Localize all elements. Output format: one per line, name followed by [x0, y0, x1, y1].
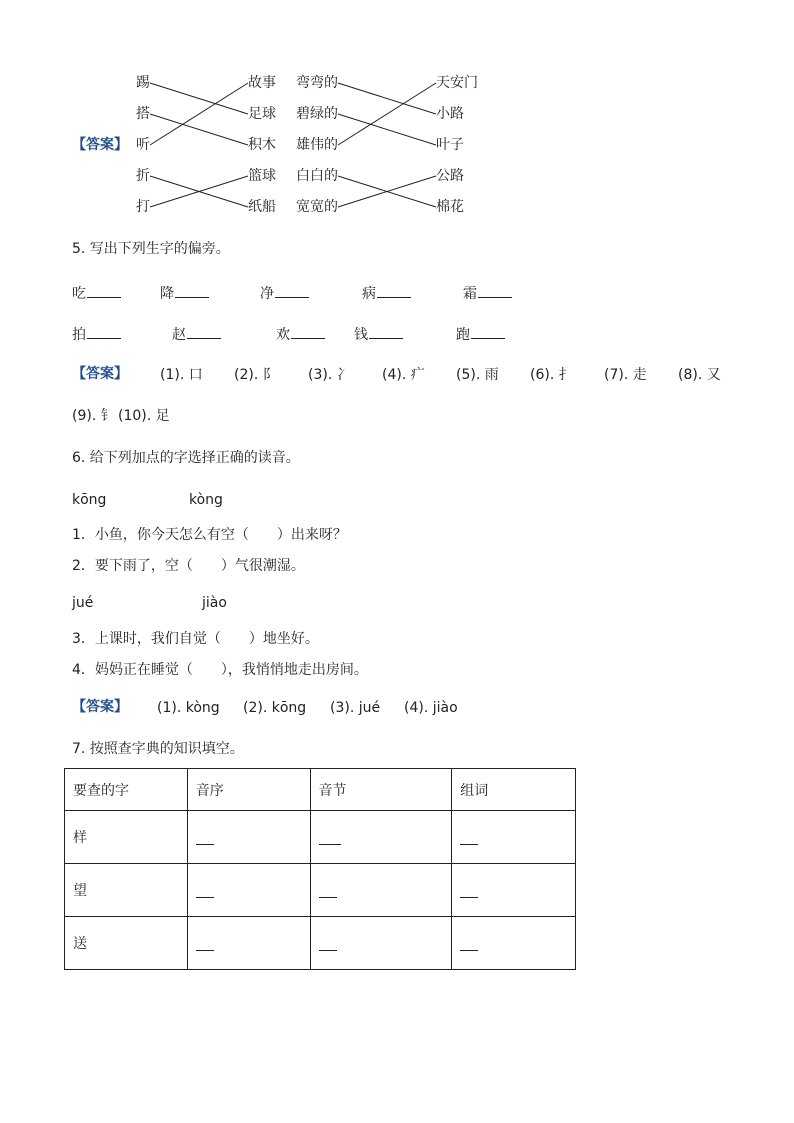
fill-blank[interactable] — [187, 324, 221, 339]
table-blank-cell[interactable] — [187, 917, 310, 970]
table-blank-cell[interactable] — [187, 811, 310, 864]
q5-answer: (1). 口 — [160, 367, 203, 383]
q6-pinyin: kòng — [189, 492, 223, 508]
table-header-cell: 组词 — [452, 769, 576, 811]
q5-item: 拍 — [72, 324, 121, 344]
match-col4-item: 天安门 — [436, 75, 478, 91]
fill-blank[interactable] — [460, 887, 478, 898]
fill-blank[interactable] — [319, 940, 337, 951]
q5-item: 病 — [362, 283, 411, 303]
fill-blank[interactable] — [196, 834, 214, 845]
match-col2-item: 纸船 — [248, 199, 276, 215]
match-line-2 — [150, 114, 248, 145]
fill-blank[interactable] — [460, 834, 478, 845]
q6-sentence: 3．上课时，我们自觉（ ）地坐好。 — [72, 631, 319, 647]
q5-item: 赵 — [172, 324, 221, 344]
match-col3-item: 碧绿的 — [296, 106, 338, 122]
q5-answer: (7). 走 — [604, 367, 647, 383]
q7-title: 7. 按照查字典的知识填空。 — [72, 741, 244, 757]
table-blank-cell[interactable] — [310, 811, 452, 864]
match-line-6 — [338, 83, 436, 114]
fill-blank[interactable] — [87, 324, 121, 339]
table-header-cell: 音序 — [187, 769, 310, 811]
q6-sentence: 4．妈妈正在睡觉（ ），我悄悄地走出房间。 — [72, 662, 368, 678]
table-char-cell: 送 — [65, 917, 188, 970]
fill-blank[interactable] — [471, 324, 505, 339]
table-row — [65, 917, 576, 970]
q5-answer: (6). 扌 — [530, 367, 573, 383]
match-line-8 — [338, 83, 436, 145]
match-col2-item: 故事 — [248, 75, 276, 91]
q6-sentence: 2．要下雨了，空（ ）气很潮湿。 — [72, 558, 305, 574]
table-char-cell: 望 — [65, 864, 188, 917]
q5-answer-label: 【答案】 — [72, 366, 128, 382]
fill-blank[interactable] — [291, 324, 325, 339]
fill-blank[interactable] — [369, 324, 403, 339]
table-header-cell: 要查的字 — [65, 769, 188, 811]
match-col4-item: 棉花 — [436, 199, 464, 215]
dictionary-table — [64, 768, 576, 970]
q5-answer: (3). 冫 — [308, 367, 351, 383]
q5-answer: (10). 足 — [118, 408, 170, 424]
q5-answer: (5). 雨 — [456, 367, 499, 383]
fill-blank[interactable] — [460, 940, 478, 951]
table-blank-cell[interactable] — [310, 917, 452, 970]
match-col3-item: 雄伟的 — [296, 137, 338, 153]
match-col1-item: 折 — [136, 168, 150, 184]
fill-blank[interactable] — [275, 283, 309, 298]
q6-pinyin: kōng — [72, 492, 107, 508]
table-blank-cell[interactable] — [310, 864, 452, 917]
q6-answer: (1). kòng — [157, 700, 220, 716]
q5-item: 钱 — [354, 324, 403, 344]
q6-sentence: 1．小鱼，你今天怎么有空（ ）出来呀？ — [72, 527, 347, 543]
q6-pinyin: jué — [72, 595, 94, 611]
q6-answer: (2). kōng — [243, 700, 307, 716]
table-blank-cell[interactable] — [452, 917, 576, 970]
q5-answer: (8). 又 — [678, 367, 721, 383]
match-line-1 — [150, 83, 248, 114]
table-row — [65, 864, 576, 917]
fill-blank[interactable] — [196, 940, 214, 951]
fill-blank[interactable] — [478, 283, 512, 298]
table-header-cell: 音节 — [310, 769, 452, 811]
fill-blank[interactable] — [319, 887, 337, 898]
q5-item: 跑 — [456, 324, 505, 344]
match-col3-item: 弯弯的 — [296, 75, 338, 91]
match-line-7 — [338, 114, 436, 145]
matching-answer-label: 【答案】 — [72, 137, 128, 153]
match-col1-item: 踢 — [136, 75, 150, 91]
q5-item: 霜 — [463, 283, 512, 303]
q5-answer: (9). 钅 — [72, 408, 115, 424]
q6-answer-label: 【答案】 — [72, 699, 128, 715]
match-col4-item: 小路 — [436, 106, 464, 122]
fill-blank[interactable] — [87, 283, 121, 298]
match-col2-item: 积木 — [248, 137, 276, 153]
q5-item: 降 — [160, 283, 209, 303]
match-col1-item: 打 — [136, 199, 150, 215]
q6-pinyin: jiào — [202, 595, 227, 611]
table-char-cell: 样 — [65, 811, 188, 864]
q5-title: 5. 写出下列生字的偏旁。 — [72, 241, 230, 257]
match-col1-item: 搭 — [136, 106, 150, 122]
match-col4-item: 公路 — [436, 168, 464, 184]
matching-lines — [0, 0, 794, 230]
q5-answer: (4). 疒 — [382, 367, 425, 383]
match-col2-item: 篮球 — [248, 168, 276, 184]
table-row — [65, 811, 576, 864]
q5-answer: (2). 阝 — [234, 367, 277, 383]
fill-blank[interactable] — [175, 283, 209, 298]
match-col1-item: 听 — [136, 137, 150, 153]
q5-item: 欢 — [276, 324, 325, 344]
table-blank-cell[interactable] — [452, 864, 576, 917]
match-col2-item: 足球 — [248, 106, 276, 122]
table-blank-cell[interactable] — [452, 811, 576, 864]
match-line-3 — [150, 83, 248, 145]
match-col3-item: 白白的 — [296, 168, 338, 184]
q6-answer: (3). jué — [330, 700, 381, 716]
q5-item: 净 — [260, 283, 309, 303]
match-col4-item: 叶子 — [436, 137, 464, 153]
fill-blank[interactable] — [319, 834, 341, 845]
fill-blank[interactable] — [196, 887, 214, 898]
q5-item: 吃 — [72, 283, 121, 303]
match-col3-item: 宽宽的 — [296, 199, 338, 215]
q6-answer: (4). jiào — [404, 700, 458, 716]
fill-blank[interactable] — [377, 283, 411, 298]
q6-title: 6. 给下列加点的字选择正确的读音。 — [72, 450, 300, 466]
table-blank-cell[interactable] — [187, 864, 310, 917]
table-header-row — [65, 769, 576, 811]
